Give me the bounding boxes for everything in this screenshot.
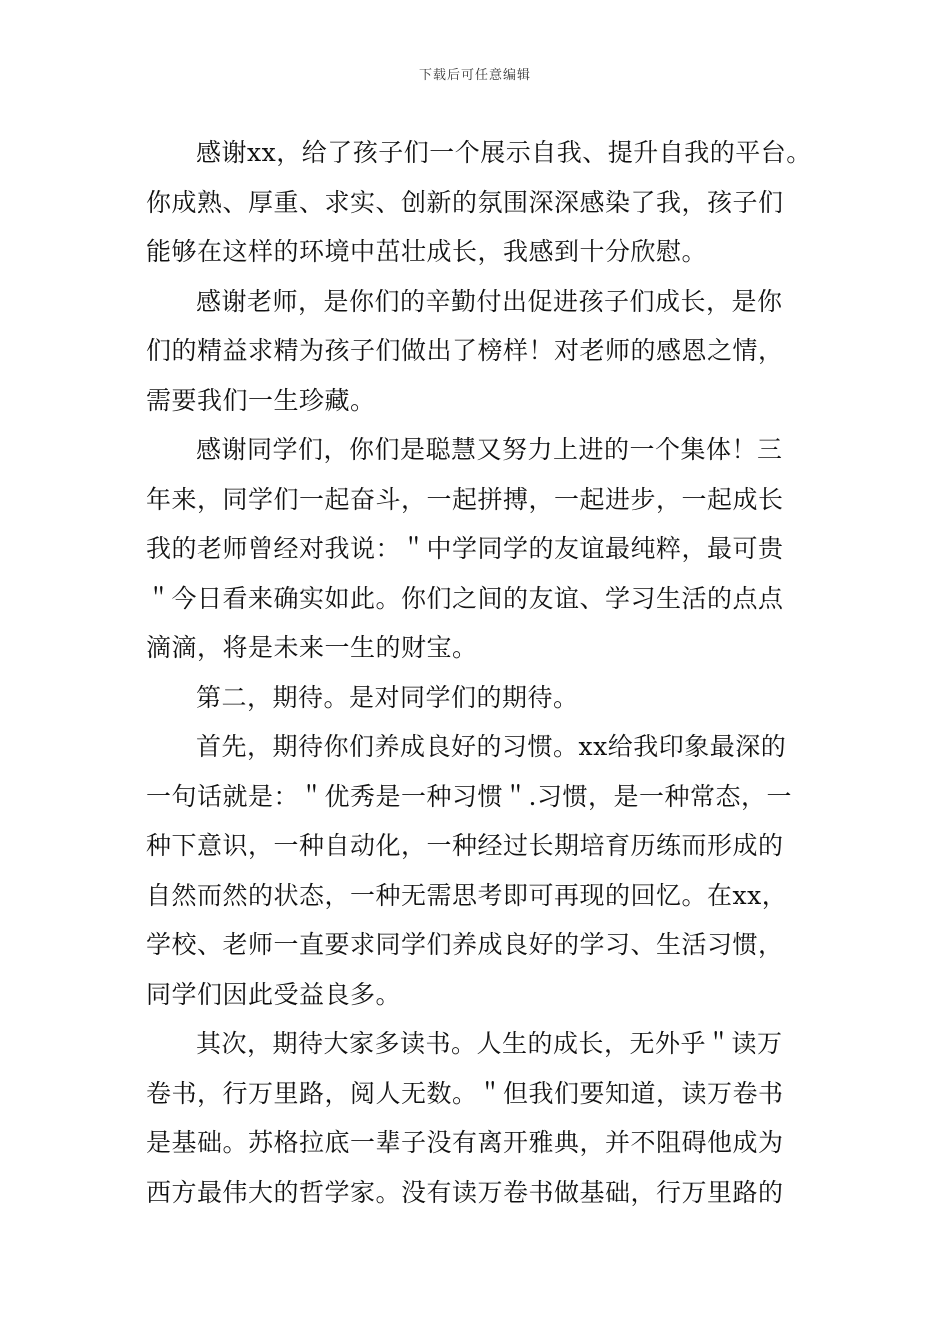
text-line: 学校、老师一直要求同学们养成良好的学习、生活习惯， bbox=[146, 930, 784, 959]
text-line: 其次，期待大家多读书。人生的成长，无外乎＂读万 bbox=[196, 1029, 783, 1058]
text-line: 感谢xx，给了孩子们一个展示自我、提升自我的平台。 bbox=[196, 138, 812, 167]
text-line: 需要我们一生珍藏。 bbox=[146, 385, 376, 415]
text-line: 我的老师曾经对我说：＂中学同学的友谊最纯粹，最可贵 bbox=[146, 534, 784, 563]
text-line: ＂今日看来确实如此。你们之间的友谊、学习生活的点点 bbox=[146, 583, 784, 613]
text-line: 首先，期待你们养成良好的习惯。xx给我印象最深的 bbox=[196, 732, 787, 761]
text-line: 种下意识，一种自动化，一种经过长期培育历练而形成的 bbox=[146, 831, 784, 860]
text-line: 卷书，行万里路，阅人无数。＂但我们要知道，读万卷书 bbox=[146, 1078, 784, 1108]
text-line: 感谢老师，是你们的辛勤付出促进孩子们成长，是你 bbox=[196, 286, 783, 316]
text-line: 们的精益求精为孩子们做出了榜样！对老师的感恩之情， bbox=[146, 336, 784, 365]
page-header: 下载后可任意编辑 bbox=[418, 68, 531, 83]
text-line: 感谢同学们，你们是聪慧又努力上进的一个集体！三 bbox=[196, 435, 783, 464]
document-body bbox=[146, 128, 816, 1217]
text-line: 自然而然的状态，一种无需思考即可再现的回忆。在xx， bbox=[146, 880, 788, 910]
text-line: 是基础。苏格拉底一辈子没有离开雅典，并不阻碍他成为 bbox=[146, 1128, 784, 1157]
text-line: 一句话就是：＂优秀是一种习惯＂.习惯，是一种常态，一 bbox=[146, 781, 792, 811]
text-line: 同学们因此受益良多。 bbox=[146, 979, 402, 1009]
text-line: 能够在这样的环境中茁壮成长，我感到十分欣慰。 bbox=[146, 237, 708, 266]
text-line: 第二，期待。是对同学们的期待。 bbox=[196, 682, 579, 712]
text-line: 滴滴，将是未来一生的财宝。 bbox=[146, 633, 478, 662]
text-line: 西方最伟大的哲学家。没有读万卷书做基础，行万里路的 bbox=[146, 1177, 784, 1207]
text-line: 你成熟、厚重、求实、创新的氛围深深感染了我，孩子们 bbox=[146, 187, 784, 217]
text-line: 年来，同学们一起奋斗，一起拼搏，一起进步，一起成长 bbox=[146, 484, 784, 514]
